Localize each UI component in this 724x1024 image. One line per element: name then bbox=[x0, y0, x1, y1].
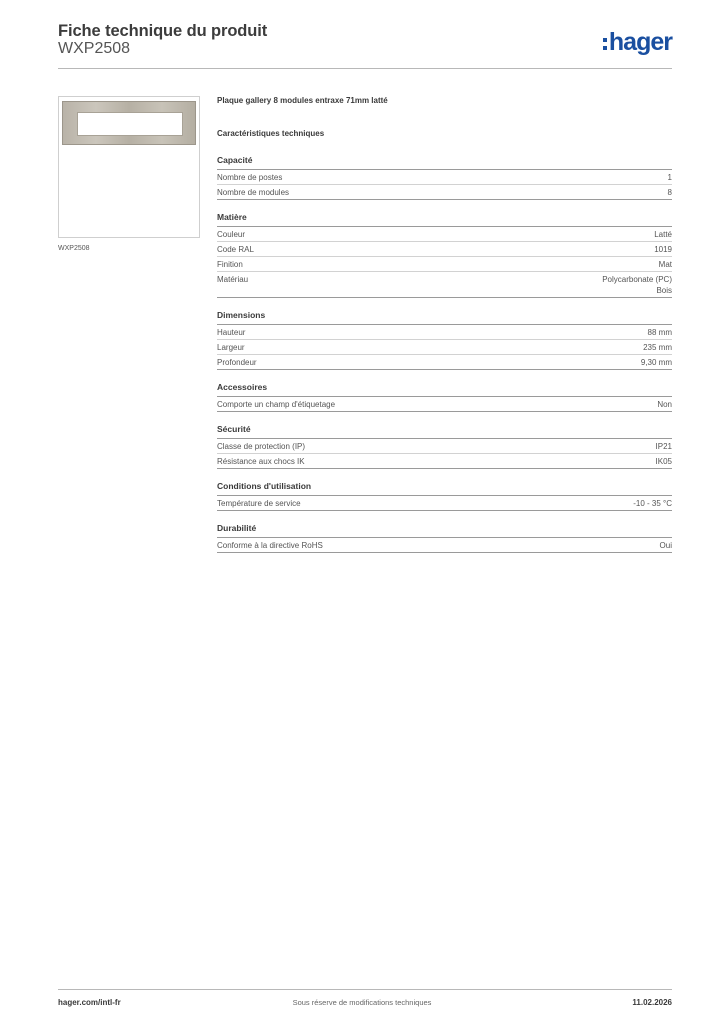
spec-row bbox=[217, 340, 672, 355]
spec-row bbox=[217, 227, 672, 242]
spec-label: Profondeur bbox=[217, 358, 257, 367]
spec-value bbox=[668, 172, 672, 183]
footer-date: 11.02.2026 bbox=[632, 998, 672, 1007]
spec-value-line: 235 mm bbox=[643, 343, 672, 352]
spec-row bbox=[217, 454, 672, 469]
spec-row bbox=[217, 538, 672, 553]
spec-value bbox=[633, 498, 672, 509]
spec-value-line: IP21 bbox=[655, 442, 672, 451]
spec-group-title: Accessoires bbox=[217, 382, 672, 397]
spec-label: Nombre de postes bbox=[217, 173, 283, 182]
spec-value-line: Bois bbox=[656, 286, 672, 295]
spec-row bbox=[217, 272, 672, 298]
spec-group bbox=[217, 212, 672, 298]
spec-row bbox=[217, 397, 672, 412]
footer-website: hager.com/intl-fr bbox=[58, 998, 121, 1007]
plate-illustration bbox=[62, 101, 196, 145]
spec-value-line: Mat bbox=[658, 260, 672, 269]
spec-row bbox=[217, 496, 672, 511]
spec-value bbox=[602, 274, 672, 296]
spec-label: Classe de protection (IP) bbox=[217, 442, 306, 451]
image-caption: WXP2508 bbox=[58, 245, 90, 252]
logo-dots-icon bbox=[603, 38, 607, 50]
spec-group bbox=[217, 382, 672, 412]
spec-label: Code RAL bbox=[217, 245, 254, 254]
spec-value bbox=[654, 229, 672, 240]
spec-value-line: Polycarbonate (PC) bbox=[602, 275, 672, 284]
spec-value-line: 1019 bbox=[654, 245, 672, 254]
product-reference: WXP2508 bbox=[58, 40, 131, 57]
spec-group-title: Conditions d'utilisation bbox=[217, 481, 672, 496]
spec-group bbox=[217, 523, 672, 553]
logo-text: hager bbox=[608, 27, 672, 56]
spec-label: Hauteur bbox=[217, 328, 246, 337]
spec-group-title: Capacité bbox=[217, 155, 672, 170]
spec-groups bbox=[217, 155, 672, 553]
spec-value bbox=[657, 399, 672, 410]
header-divider bbox=[58, 68, 672, 69]
spec-value bbox=[641, 357, 672, 368]
spec-group-title: Sécurité bbox=[217, 424, 672, 439]
hager-logo bbox=[603, 28, 672, 56]
spec-label: Température de service bbox=[217, 499, 301, 508]
document-title: Fiche technique du produit bbox=[58, 22, 268, 40]
spec-label: Matériau bbox=[217, 275, 249, 284]
spec-row bbox=[217, 325, 672, 340]
plate-window bbox=[77, 112, 183, 136]
spec-group bbox=[217, 155, 672, 200]
spec-label: Finition bbox=[217, 260, 243, 269]
spec-value bbox=[643, 342, 672, 353]
spec-value bbox=[668, 187, 672, 198]
spec-value bbox=[656, 441, 672, 452]
spec-value-line: 8 bbox=[667, 188, 672, 197]
spec-group-title: Durabilité bbox=[217, 523, 672, 538]
spec-label: Largeur bbox=[217, 343, 245, 352]
footer-disclaimer: Sous réserve de modifications techniques bbox=[292, 998, 432, 1007]
spec-value bbox=[660, 540, 672, 551]
spec-group-title: Dimensions bbox=[217, 310, 672, 325]
spec-label: Couleur bbox=[217, 230, 246, 239]
spec-label: Nombre de modules bbox=[217, 188, 290, 197]
spec-group bbox=[217, 424, 672, 469]
spec-label: Conforme à la directive RoHS bbox=[217, 541, 323, 550]
spec-row bbox=[217, 242, 672, 257]
spec-value-line: Latté bbox=[654, 230, 672, 239]
spec-value bbox=[659, 259, 672, 270]
product-name: Plaque gallery 8 modules entraxe 71mm latté bbox=[217, 96, 388, 105]
spec-group bbox=[217, 481, 672, 511]
spec-value bbox=[654, 244, 672, 255]
spec-row bbox=[217, 170, 672, 185]
spec-value-line: 9,30 mm bbox=[640, 358, 672, 367]
spec-value-line: Oui bbox=[659, 541, 672, 550]
spec-value bbox=[656, 456, 672, 467]
section-heading: Caractéristiques techniques bbox=[217, 129, 325, 138]
spec-value-line: 1 bbox=[667, 173, 672, 182]
spec-row bbox=[217, 439, 672, 454]
spec-label: Comporte un champ d'étiquetage bbox=[217, 400, 336, 409]
spec-group-title: Matière bbox=[217, 212, 672, 227]
spec-value bbox=[648, 327, 672, 338]
spec-value-line: -10 - 35 °C bbox=[633, 499, 672, 508]
product-image bbox=[58, 96, 200, 238]
specifications bbox=[217, 96, 672, 565]
spec-value-line: 88 mm bbox=[647, 328, 672, 337]
spec-value-line: Non bbox=[657, 400, 672, 409]
footer-divider bbox=[58, 989, 672, 990]
spec-label: Résistance aux chocs IK bbox=[217, 457, 305, 466]
spec-row bbox=[217, 355, 672, 370]
spec-group bbox=[217, 310, 672, 370]
page-header bbox=[58, 20, 672, 68]
spec-value-line: IK05 bbox=[655, 457, 672, 466]
spec-row bbox=[217, 257, 672, 272]
spec-row bbox=[217, 185, 672, 200]
